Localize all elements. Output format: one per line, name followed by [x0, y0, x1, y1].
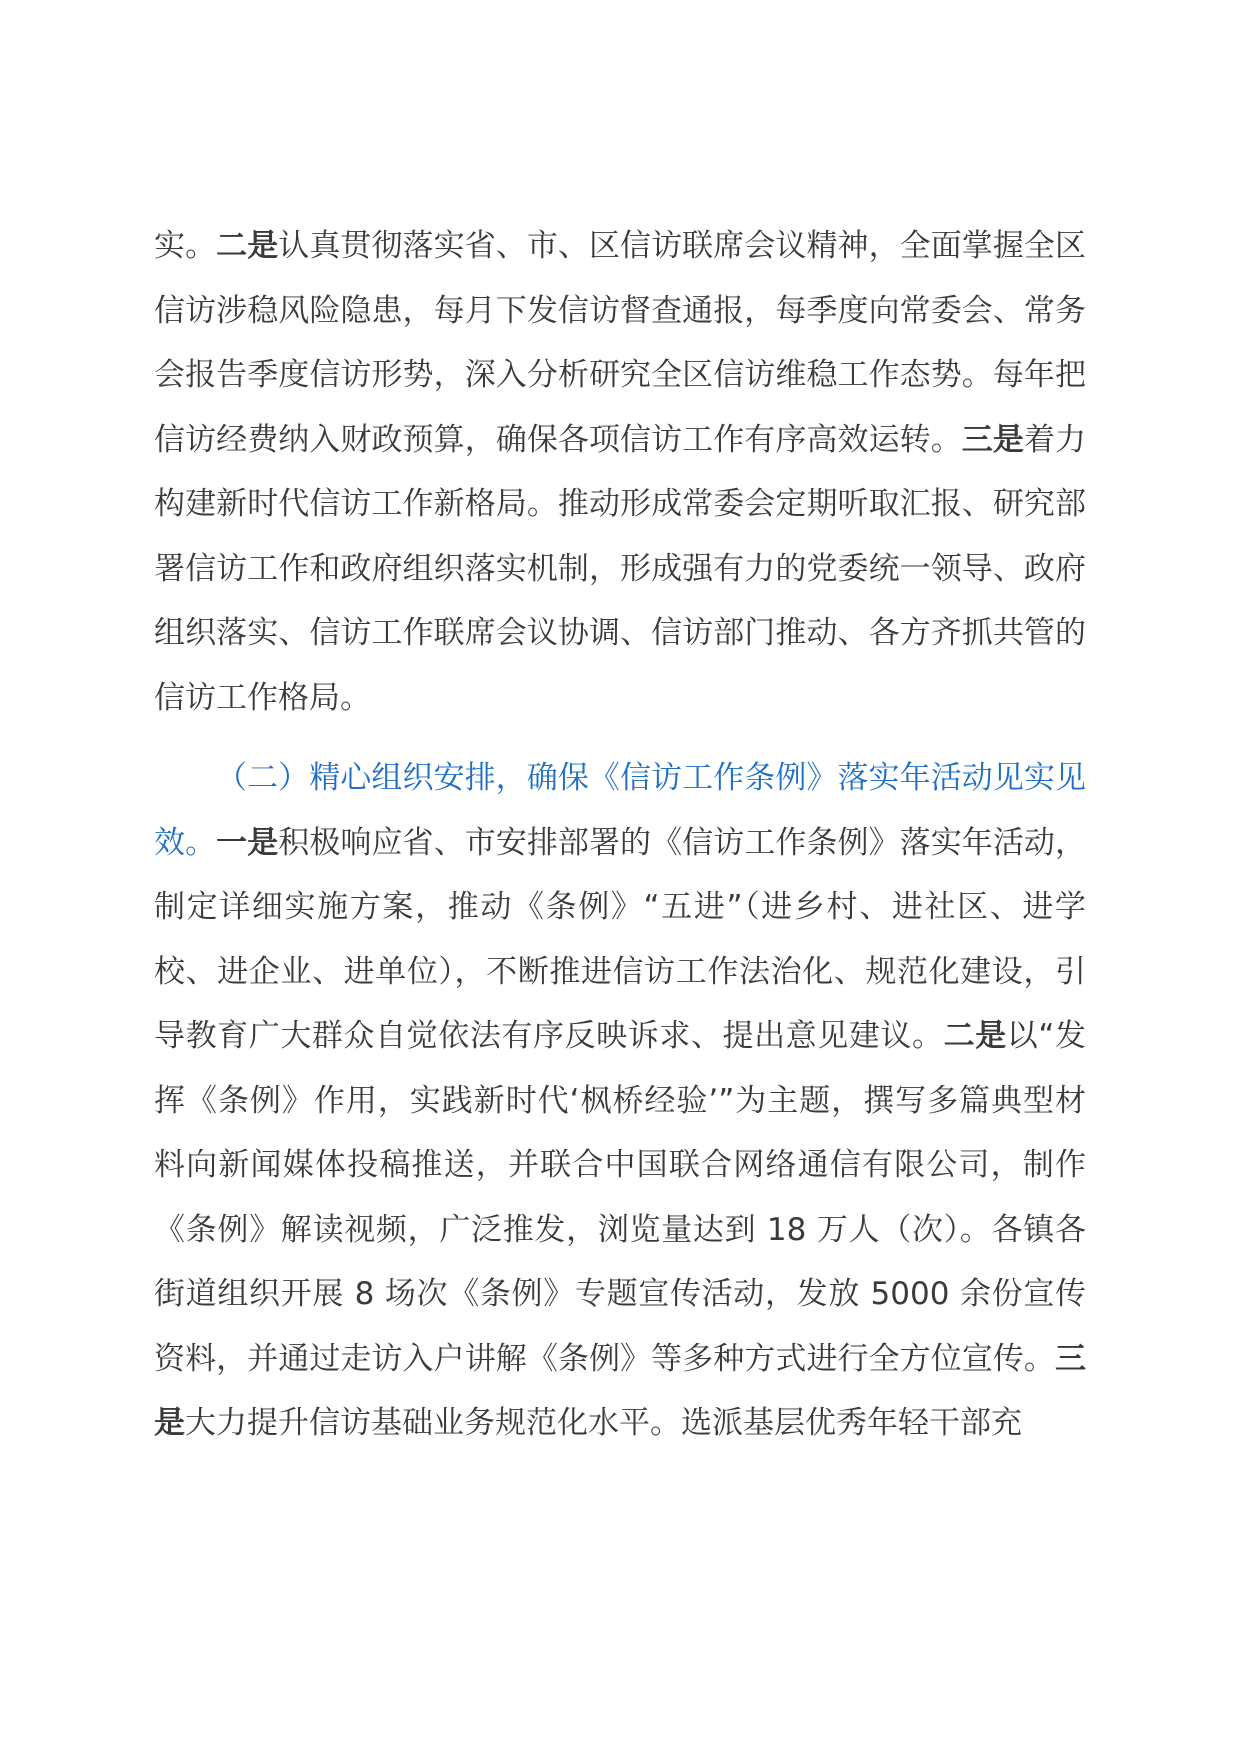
- paragraph-text: 认真贯彻落实省、市、区信访联席会议精神，全面掌握全区信访涉稳风险隐患，每月下发信访督查通报，每季度向常委会、常务会报告季度信访形势，深入分析研究全区信访维稳工作态势。每年把信访经费纳入财政预算，确保各项信访工作有序高效运转。: [154, 228, 1087, 458]
- bold-lead-phrase: 一是: [216, 824, 279, 861]
- bold-lead-phrase: 三是: [961, 421, 1024, 458]
- paragraph-text: 着力构建新时代信访工作新格局。推动形成常委会定期听取汇报、研究部署信访工作和政府组织落实机制，形成强有力的党委统一领导、政府组织落实、信访工作联席会议协调、信访部门推动、各方齐抓共管的信访工作格局。: [154, 421, 1087, 716]
- paragraph-text: 大力提升信访基础业务规范化水平。选派基层优秀年轻干部充: [185, 1405, 1022, 1441]
- paragraph-text: 积极响应省、市安排部署的《信访工作条例》落实年活动，制定详细实施方案，推动《条例》“五进”（进乡村、进社区、进学校、进企业、进单位），不断推进信访工作法治化、规范化建设，引导教育广大群众自觉依法有序反映诉求、提出意见建议。: [154, 824, 1087, 1054]
- bold-lead-phrase: 二是: [216, 228, 279, 264]
- section-heading: （二）精心组织安排，确保《信访工作条例》落实年活动见实见效。: [154, 760, 1086, 861]
- bold-lead-phrase: 二是: [943, 1018, 1007, 1054]
- paragraph-text: 实。: [154, 228, 217, 264]
- body-paragraph: [154, 214, 1086, 730]
- paragraph-text: 以“发挥《条例》作用，实践新时代‘枫桥经验’”为主题，撰写多篇典型材料向新闻媒体投稿推送，并联合中国联合网络通信有限公司，制作《条例》解读视频，广泛推发，浏览量达到 18 万人（次）。各镇各街道组织开展 8 场次《条例》专题宣传活动，发放 5000 余份宣传资料，并通过走访入户讲解《条例》等多种方式进行全方位宣传。: [154, 1018, 1087, 1377]
- document-page: [154, 214, 1086, 1456]
- bold-lead-phrase: 三是: [154, 1340, 1086, 1441]
- body-paragraph: [154, 746, 1086, 1456]
